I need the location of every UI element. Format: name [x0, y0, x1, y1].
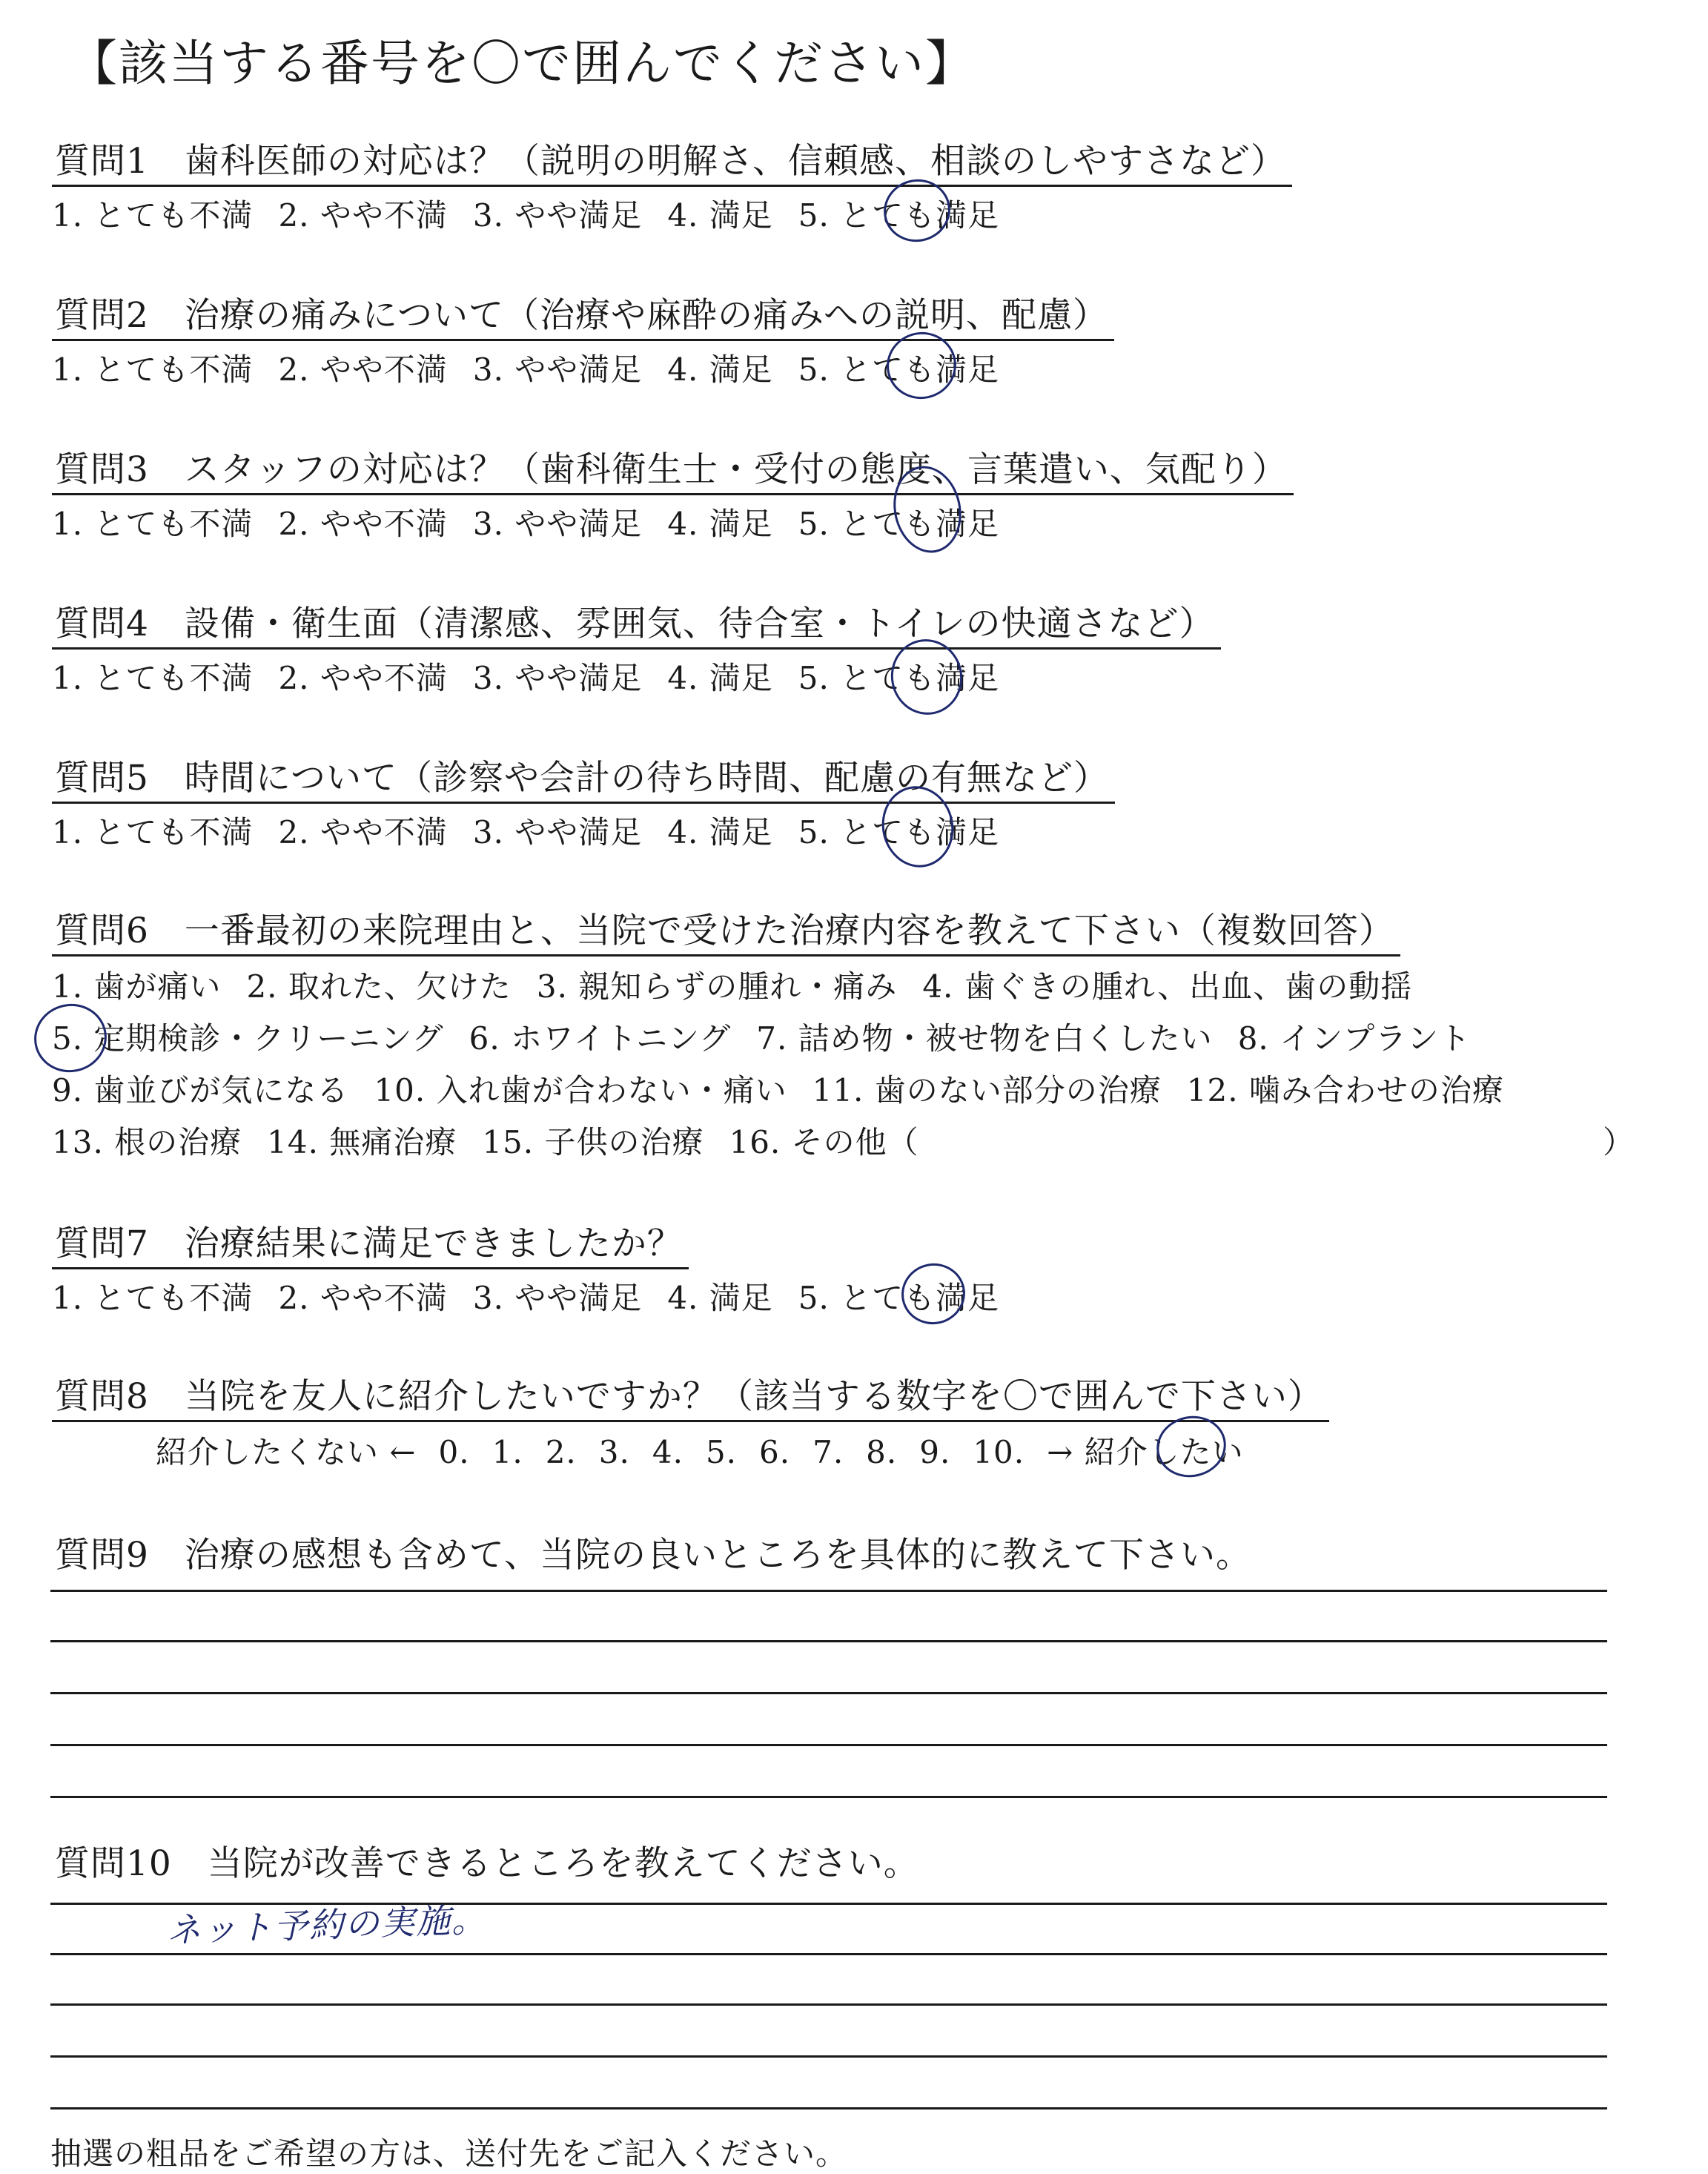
q9-answer-line-4: [50, 1744, 1607, 1746]
q5-option-4[interactable]: 4. 満足: [667, 814, 773, 850]
q6-option-4[interactable]: 4. 歯ぐきの腫れ、出血、歯の動揺: [922, 968, 1413, 1005]
q3-option-5[interactable]: 5. とても満足: [798, 506, 1000, 542]
question-5-options: [52, 808, 1025, 853]
q1-option-2[interactable]: 2. やや不満: [278, 197, 448, 234]
q3-option-3[interactable]: 3. やや満足: [472, 506, 643, 542]
question-5-heading: 質問5 時間について（診察や会計の待ち時間、配慮の有無など）: [52, 750, 1115, 804]
q6-options-row-3: [52, 1066, 1529, 1111]
q1-option-5[interactable]: 5. とても満足: [798, 197, 1000, 234]
q6-option-14[interactable]: 14. 無痛治療: [267, 1124, 457, 1160]
q8-value-8[interactable]: 8.: [866, 1434, 898, 1470]
q10-answer-line-4: [50, 2055, 1607, 2058]
question-3-heading: 質問3 スタッフの対応は？（歯科衛生士・受付の態度、言葉遣い、気配り）: [52, 442, 1294, 495]
q1-option-3[interactable]: 3. やや満足: [472, 197, 643, 234]
q6-option-8[interactable]: 8. インプラント: [1237, 1020, 1472, 1057]
q6-option-9[interactable]: 9. 歯並びが気になる: [52, 1072, 349, 1109]
q6-option-13[interactable]: 13. 根の治療: [52, 1124, 242, 1160]
q6-option-11[interactable]: 11. 歯のない部分の治療: [812, 1072, 1162, 1109]
q10-answer-line-2: [50, 1953, 1607, 1955]
question-7-heading: 質問7 治療結果に満足できましたか？: [52, 1216, 689, 1269]
q8-value-4[interactable]: 4.: [652, 1434, 683, 1470]
q6-options-row-4: [52, 1118, 944, 1163]
q8-scale: [156, 1428, 1266, 1473]
q4-option-4[interactable]: 4. 満足: [667, 660, 773, 696]
q8-value-5[interactable]: 5.: [705, 1434, 738, 1470]
question-4-options: [52, 654, 1025, 698]
q8-value-2[interactable]: 2.: [545, 1434, 577, 1470]
q9-answer-line-5: [50, 1796, 1607, 1798]
footer-note: 抽選の粗品をご希望の方は、送付先をご記入ください。: [50, 2135, 848, 2172]
q6-options-row-1: [52, 962, 1437, 1007]
q9-answer-line-1: [50, 1590, 1607, 1592]
q6-option-12[interactable]: 12. 噛み合わせの治療: [1186, 1072, 1504, 1109]
q2-option-5[interactable]: 5. とても満足: [798, 351, 1000, 388]
q10-answer-line-3: [50, 2003, 1607, 2006]
q10-handwritten-answer: ネット予約の実施。: [166, 1899, 488, 1951]
q6-option-3[interactable]: 3. 親知らずの腫れ・痛み: [536, 968, 898, 1005]
question-7-options: [52, 1274, 1025, 1318]
q6-option-10[interactable]: 10. 入れ歯が合わない・痛い: [374, 1072, 787, 1109]
q5-option-3[interactable]: 3. やや満足: [472, 814, 643, 850]
q3-option-1[interactable]: 1. とても不満: [52, 506, 254, 542]
q6-option-1[interactable]: 1. 歯が痛い: [52, 968, 222, 1005]
q6-option-2[interactable]: 2. 取れた、欠けた: [246, 968, 512, 1005]
q9-answer-line-3: [50, 1692, 1607, 1694]
q5-option-1[interactable]: 1. とても不満: [52, 814, 254, 850]
q2-option-2[interactable]: 2. やや不満: [278, 351, 448, 388]
q6-option-6[interactable]: 6. ホワイトニング: [469, 1020, 732, 1057]
question-2-heading: 質問2 治療の痛みについて（治療や麻酔の痛みへの説明、配慮）: [52, 288, 1114, 341]
question-1-options: [52, 191, 1025, 236]
q6-option-16[interactable]: 16. その他（: [729, 1124, 919, 1160]
q5-option-2[interactable]: 2. やや不満: [278, 814, 448, 850]
q8-value-3[interactable]: 3.: [598, 1434, 630, 1470]
q3-option-2[interactable]: 2. やや不満: [278, 506, 448, 542]
q7-answer-circle: [896, 1258, 970, 1330]
q4-option-1[interactable]: 1. とても不満: [52, 660, 254, 696]
q6-options-row-2: [52, 1014, 1496, 1059]
q10-answer-line-5: [50, 2107, 1607, 2109]
q3-option-4[interactable]: 4. 満足: [667, 506, 773, 542]
question-3-options: [52, 500, 1025, 544]
q2-option-3[interactable]: 3. やや満足: [472, 351, 643, 388]
q7-option-1[interactable]: 1. とても不満: [52, 1280, 254, 1316]
q8-value-9[interactable]: 9.: [919, 1434, 951, 1470]
q6-other-close-paren: ）: [1603, 1124, 1635, 1160]
q6-option-5[interactable]: 5. 定期検診・クリーニング: [52, 1020, 444, 1057]
q2-option-1[interactable]: 1. とても不満: [52, 351, 254, 388]
q8-value-7[interactable]: 7.: [812, 1434, 844, 1470]
q4-option-3[interactable]: 3. やや満足: [472, 660, 643, 696]
q8-value-0[interactable]: 0.: [438, 1434, 470, 1470]
q1-option-1[interactable]: 1. とても不満: [52, 197, 254, 234]
q8-left-label: 紹介したくない ←: [156, 1434, 417, 1470]
q5-option-5[interactable]: 5. とても満足: [798, 814, 1000, 850]
question-8-heading: 質問8 当院を友人に紹介したいですか？（該当する数字を〇で囲んで下さい）: [52, 1369, 1329, 1422]
q8-value-6[interactable]: 6.: [759, 1434, 791, 1470]
q2-option-4[interactable]: 4. 満足: [667, 351, 773, 388]
q6-option-15[interactable]: 15. 子供の治療: [482, 1124, 704, 1160]
question-9-heading: 質問9 治療の感想も含めて、当院の良いところを具体的に教えて下さい。: [55, 1535, 1251, 1576]
q7-option-2[interactable]: 2. やや不満: [278, 1280, 448, 1316]
question-1-heading: 質問1 歯科医師の対応は？（説明の明解さ、信頼感、相談のしやすさなど）: [52, 133, 1292, 187]
q4-option-2[interactable]: 2. やや不満: [278, 660, 448, 696]
q1-option-4[interactable]: 4. 満足: [667, 197, 773, 234]
question-4-heading: 質問4 設備・衛生面（清潔感、雰囲気、待合室・トイレの快適さなど）: [52, 596, 1221, 650]
q7-option-3[interactable]: 3. やや満足: [472, 1280, 643, 1316]
q8-right-label: → 紹介したい: [1047, 1434, 1244, 1470]
q7-option-5[interactable]: 5. とても満足: [798, 1280, 1000, 1316]
page-title: 【該当する番号を〇で囲んでください】: [68, 35, 976, 92]
question-6-heading: 質問6 一番最初の来院理由と、当院で受けた治療内容を教えて下さい（複数回答）: [52, 903, 1400, 957]
question-2-options: [52, 346, 1025, 390]
q9-answer-line-2: [50, 1640, 1607, 1642]
q4-option-5[interactable]: 5. とても満足: [798, 660, 1000, 696]
q6-option-7[interactable]: 7. 詰め物・被せ物を白くしたい: [756, 1020, 1213, 1057]
q7-option-4[interactable]: 4. 満足: [667, 1280, 773, 1316]
q8-value-10[interactable]: 10.: [973, 1434, 1025, 1470]
q8-value-1[interactable]: 1.: [491, 1434, 523, 1470]
question-10-heading: 質問10 当院が改善できるところを教えてください。: [55, 1843, 919, 1884]
